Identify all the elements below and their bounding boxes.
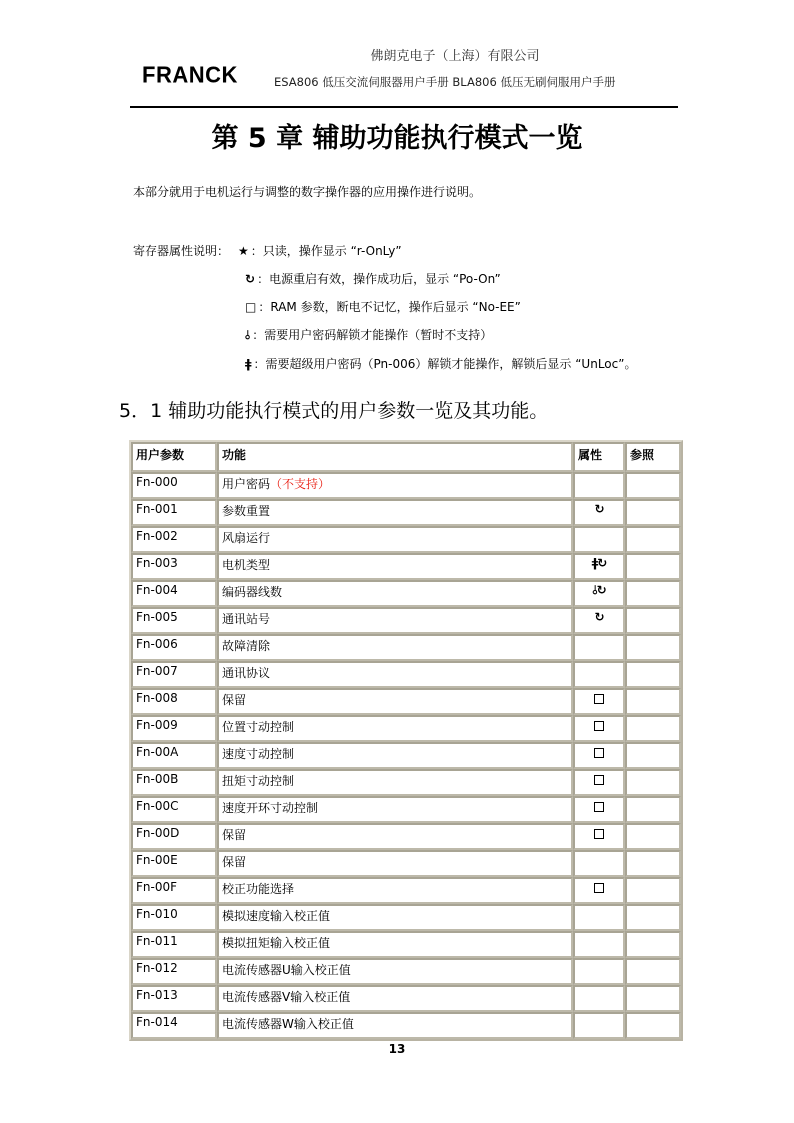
param-function — [217, 499, 573, 526]
param-function — [217, 904, 573, 931]
power-cycle-icon: ↻ — [594, 502, 604, 516]
param-code: Fn-006 — [131, 634, 217, 661]
param-function — [217, 553, 573, 580]
attribute-icons — [594, 772, 604, 788]
unsupported-note: （不支持） — [270, 477, 331, 491]
square-icon — [594, 802, 604, 812]
param-attribute — [573, 850, 625, 877]
param-attribute — [573, 742, 625, 769]
param-code: Fn-00D — [131, 823, 217, 850]
function-text: 模拟扭矩输入校正值 — [222, 936, 331, 950]
section-title: 5．1 辅助功能执行模式的用户参数一览及其功能。 — [119, 400, 549, 422]
attribute-icons — [594, 745, 604, 761]
function-text: 速度寸动控制 — [222, 747, 295, 761]
manual-title: ESA806 低压交流伺服器用户手册 BLA806 低压无刷伺服用户手册 — [274, 75, 616, 89]
table-row — [131, 688, 681, 715]
square-icon — [594, 694, 604, 704]
param-reference — [625, 769, 681, 796]
function-text: 速度开环寸动控制 — [222, 801, 319, 815]
param-code: Fn-009 — [131, 715, 217, 742]
param-attribute — [573, 580, 625, 607]
param-function — [217, 715, 573, 742]
param-reference — [625, 688, 681, 715]
table-row — [131, 499, 681, 526]
table-header-row — [131, 442, 681, 472]
function-text: 通讯站号 — [222, 612, 271, 626]
legend-item-user-lock — [245, 326, 492, 343]
table-row — [131, 985, 681, 1012]
function-text: 保留 — [222, 855, 247, 869]
page-number: 13 — [388, 1042, 406, 1056]
table-row — [131, 850, 681, 877]
power-cycle-icon: ↻ — [245, 272, 256, 286]
param-reference — [625, 877, 681, 904]
param-attribute — [573, 877, 625, 904]
param-reference — [625, 1012, 681, 1039]
table-row — [131, 769, 681, 796]
param-function — [217, 661, 573, 688]
param-reference — [625, 607, 681, 634]
param-reference — [625, 715, 681, 742]
param-attribute — [573, 526, 625, 553]
param-attribute — [573, 472, 625, 499]
param-code: Fn-013 — [131, 985, 217, 1012]
param-code: Fn-001 — [131, 499, 217, 526]
legend-item-read-only — [238, 242, 402, 259]
square-icon — [594, 829, 604, 839]
param-attribute — [573, 985, 625, 1012]
function-text: 故障清除 — [222, 639, 271, 653]
param-code: Fn-003 — [131, 553, 217, 580]
param-function — [217, 850, 573, 877]
square-icon — [594, 883, 604, 893]
power-cycle-icon: ↻ — [594, 610, 604, 624]
user-lock-icon: ⫰ — [592, 583, 597, 597]
table-row — [131, 553, 681, 580]
param-function — [217, 877, 573, 904]
table-row — [131, 661, 681, 688]
param-code: Fn-012 — [131, 958, 217, 985]
attribute-icons — [594, 691, 604, 707]
param-code: Fn-00B — [131, 769, 217, 796]
table-row — [131, 607, 681, 634]
function-text: 参数重置 — [222, 504, 271, 518]
param-attribute — [573, 904, 625, 931]
legend-item-super-lock — [245, 355, 636, 372]
param-function — [217, 580, 573, 607]
attribute-icons — [594, 502, 603, 516]
param-function — [217, 769, 573, 796]
table-row — [131, 904, 681, 931]
param-code: Fn-005 — [131, 607, 217, 634]
parameter-table — [129, 440, 683, 1041]
param-reference — [625, 553, 681, 580]
param-attribute — [573, 634, 625, 661]
function-text: 保留 — [222, 828, 247, 842]
param-reference — [625, 499, 681, 526]
attribute-icons — [594, 718, 604, 734]
table-row — [131, 742, 681, 769]
power-cycle-icon: ↻ — [597, 556, 607, 570]
param-attribute — [573, 931, 625, 958]
user-lock-icon: ⫰ — [245, 328, 251, 342]
param-attribute — [573, 1012, 625, 1039]
chapter-intro: 本部分就用于电机运行与调整的数字操作器的应用操作进行说明。 — [133, 185, 482, 199]
attribute-icons — [594, 826, 604, 842]
function-text: 通讯协议 — [222, 666, 271, 680]
table-row — [131, 472, 681, 499]
table-row — [131, 526, 681, 553]
param-function — [217, 634, 573, 661]
table-row — [131, 931, 681, 958]
param-function — [217, 931, 573, 958]
param-code: Fn-002 — [131, 526, 217, 553]
function-text: 位置寸动控制 — [222, 720, 295, 734]
function-text: 扭矩寸动控制 — [222, 774, 295, 788]
power-cycle-icon: ↻ — [596, 583, 606, 597]
table-row — [131, 796, 681, 823]
function-text: 模拟速度输入校正值 — [222, 909, 331, 923]
param-function — [217, 472, 573, 499]
attribute-icons — [594, 799, 604, 815]
table-row — [131, 715, 681, 742]
param-function — [217, 985, 573, 1012]
param-attribute — [573, 661, 625, 688]
super-lock-icon: ǂ — [245, 357, 252, 371]
chapter-title: 第 5 章 辅助功能执行模式一览 — [211, 123, 583, 154]
table-row — [131, 1012, 681, 1039]
param-attribute — [573, 715, 625, 742]
param-code: Fn-000 — [131, 472, 217, 499]
attribute-icons — [594, 610, 603, 624]
param-function — [217, 688, 573, 715]
param-reference — [625, 985, 681, 1012]
legend-item-power-cycle — [245, 270, 501, 287]
param-attribute — [573, 958, 625, 985]
legend-text: ：RAM 参数，断电不记忆，操作后显示 “No-EE” — [258, 300, 521, 314]
param-attribute — [573, 553, 625, 580]
legend-item-ram — [245, 298, 521, 315]
header-attribute: 属性 — [573, 442, 625, 472]
param-code: Fn-004 — [131, 580, 217, 607]
super-lock-icon: ǂ — [591, 556, 598, 570]
function-text: 电机类型 — [222, 558, 271, 572]
param-function — [217, 526, 573, 553]
header-function: 功能 — [217, 442, 573, 472]
function-text: 编码器线数 — [222, 585, 283, 599]
param-reference — [625, 661, 681, 688]
param-attribute — [573, 823, 625, 850]
param-reference — [625, 742, 681, 769]
param-function — [217, 823, 573, 850]
param-attribute — [573, 769, 625, 796]
square-icon — [594, 721, 604, 731]
param-code: Fn-008 — [131, 688, 217, 715]
param-code: Fn-014 — [131, 1012, 217, 1039]
param-attribute — [573, 607, 625, 634]
brand-logo: FRANCK — [142, 61, 238, 88]
param-reference — [625, 472, 681, 499]
function-text: 校正功能选择 — [222, 882, 295, 896]
param-reference — [625, 580, 681, 607]
param-reference — [625, 796, 681, 823]
function-text: 风扇运行 — [222, 531, 271, 545]
attribute-icons — [594, 880, 604, 896]
function-text: 保留 — [222, 693, 247, 707]
param-function — [217, 958, 573, 985]
function-text: 电流传感器V输入校正值 — [222, 990, 351, 1004]
param-reference — [625, 823, 681, 850]
square-icon — [594, 775, 604, 785]
table-body — [131, 472, 681, 1039]
header-user-param: 用户参数 — [131, 442, 217, 472]
param-code: Fn-011 — [131, 931, 217, 958]
attribute-icons — [592, 556, 607, 570]
legend-label: 寄存器属性说明： — [133, 244, 230, 258]
param-function — [217, 796, 573, 823]
param-attribute — [573, 688, 625, 715]
legend-text: ：需要超级用户密码（Pn-006）解锁才能操作，解锁后显示 “UnLoc”。 — [253, 357, 637, 371]
param-code: Fn-00E — [131, 850, 217, 877]
attribute-icons — [592, 583, 605, 598]
param-function — [217, 607, 573, 634]
param-code: Fn-00C — [131, 796, 217, 823]
square-icon: □ — [245, 300, 257, 314]
legend-text: ：只读，操作显示 “r-OnLy” — [250, 244, 402, 258]
param-function — [217, 1012, 573, 1039]
param-code: Fn-007 — [131, 661, 217, 688]
header-reference: 参照 — [625, 442, 681, 472]
table-row — [131, 580, 681, 607]
param-reference — [625, 634, 681, 661]
square-icon — [594, 748, 604, 758]
param-reference — [625, 931, 681, 958]
company-name: 佛朗克电子（上海）有限公司 — [370, 49, 540, 64]
function-text: 用户密码 — [222, 477, 271, 491]
param-function — [217, 742, 573, 769]
legend-text: ：电源重启有效，操作成功后，显示 “Po-On” — [257, 272, 501, 286]
param-reference — [625, 526, 681, 553]
table-row — [131, 823, 681, 850]
legend-text: ：需要用户密码解锁才能操作（暂时不支持） — [252, 328, 493, 342]
table-row — [131, 958, 681, 985]
param-code: Fn-010 — [131, 904, 217, 931]
param-attribute — [573, 499, 625, 526]
param-code: Fn-00F — [131, 877, 217, 904]
table-row — [131, 877, 681, 904]
table-row — [131, 634, 681, 661]
param-reference — [625, 904, 681, 931]
param-code: Fn-00A — [131, 742, 217, 769]
param-attribute — [573, 796, 625, 823]
param-reference — [625, 958, 681, 985]
function-text: 电流传感器W输入校正值 — [222, 1017, 354, 1031]
header-divider — [130, 106, 678, 108]
star-icon: ★ — [238, 244, 249, 258]
param-reference — [625, 850, 681, 877]
function-text: 电流传感器U输入校正值 — [222, 963, 351, 977]
